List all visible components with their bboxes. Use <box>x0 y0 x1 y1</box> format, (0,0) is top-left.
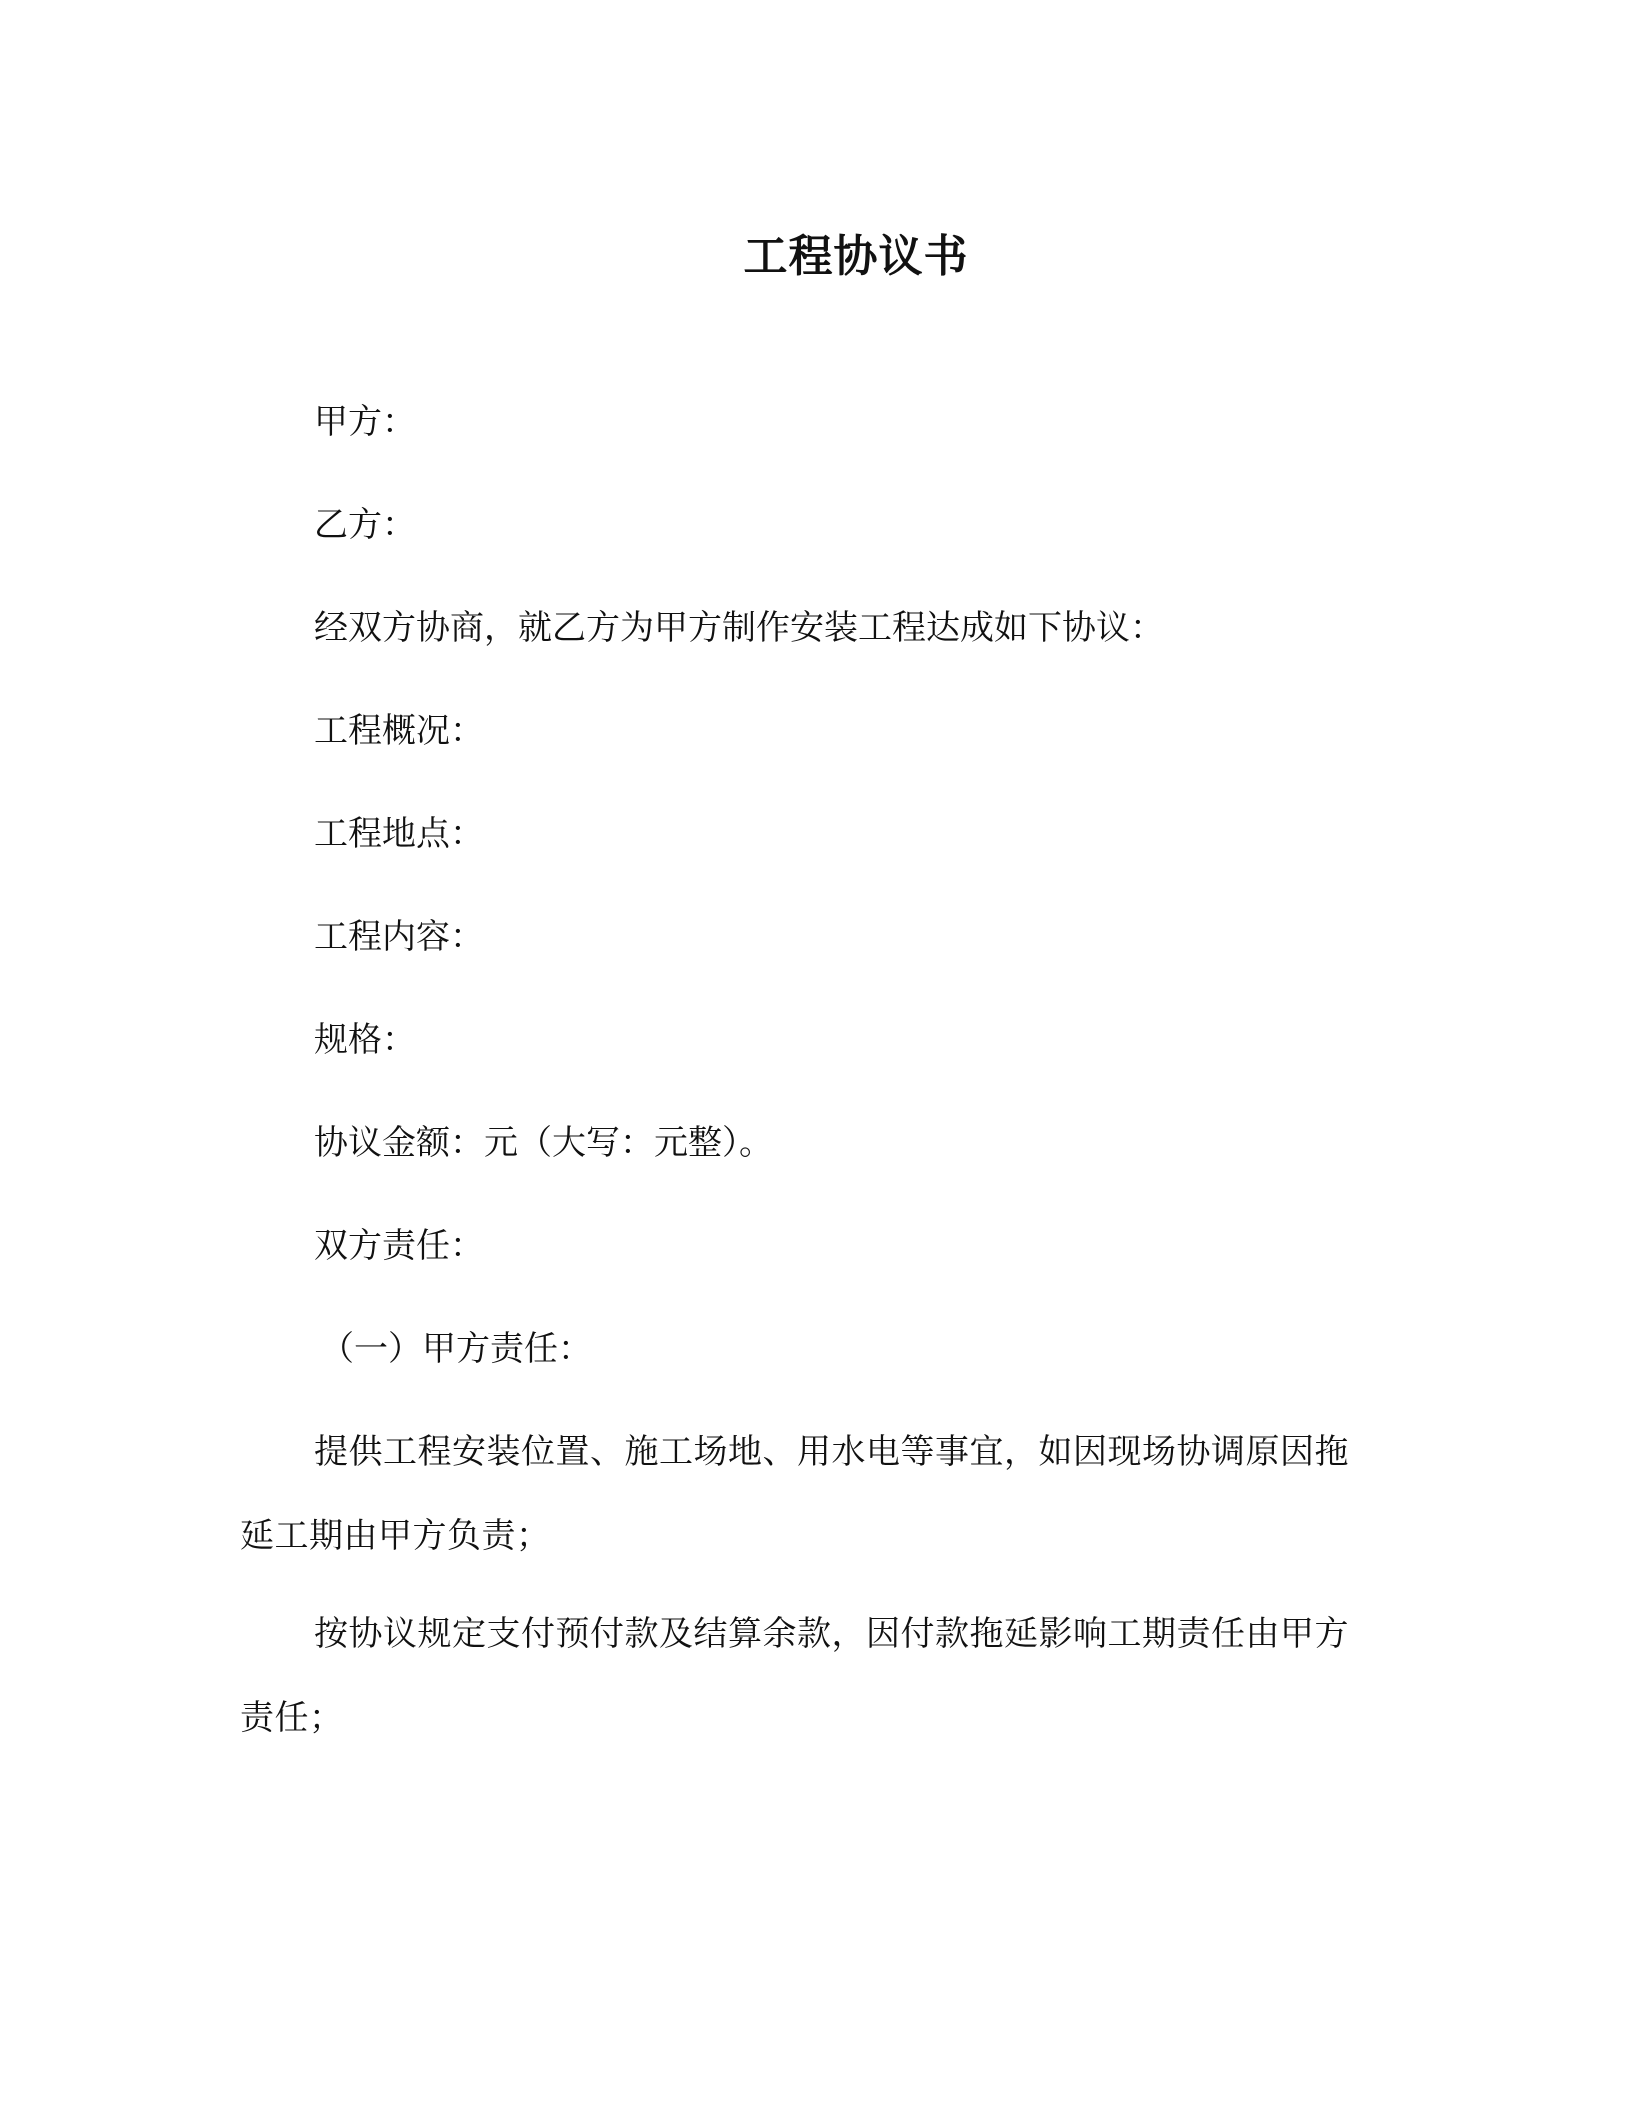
intro-text: 经双方协商，就乙方为甲方制作安装工程达成如下协议： <box>314 608 1164 648</box>
agreement-amount-text: 协议金额：元（大写：元整）。 <box>314 1123 773 1163</box>
party-a-duties-heading: （一）甲方责任： <box>320 1329 592 1369</box>
project-overview-label: 工程概况： <box>314 711 484 751</box>
duty-paragraph-2: 按协议规定支付预付款及结算余款，因付款拖延影响工期责任由甲方责任； <box>240 1614 1349 1738</box>
party-a-label: 甲方： <box>314 402 416 442</box>
project-content-label: 工程内容： <box>314 917 484 957</box>
document-title: 工程协议书 <box>743 231 969 282</box>
duty-paragraph-1: 提供工程安装位置、施工场地、用水电等事宜，如因现场协调原因拖延工期由甲方负责； <box>240 1432 1349 1556</box>
specification-label: 规格： <box>314 1020 416 1060</box>
party-b-label: 乙方： <box>314 505 416 545</box>
duties-heading: 双方责任： <box>314 1226 484 1266</box>
project-location-label: 工程地点： <box>314 814 484 854</box>
